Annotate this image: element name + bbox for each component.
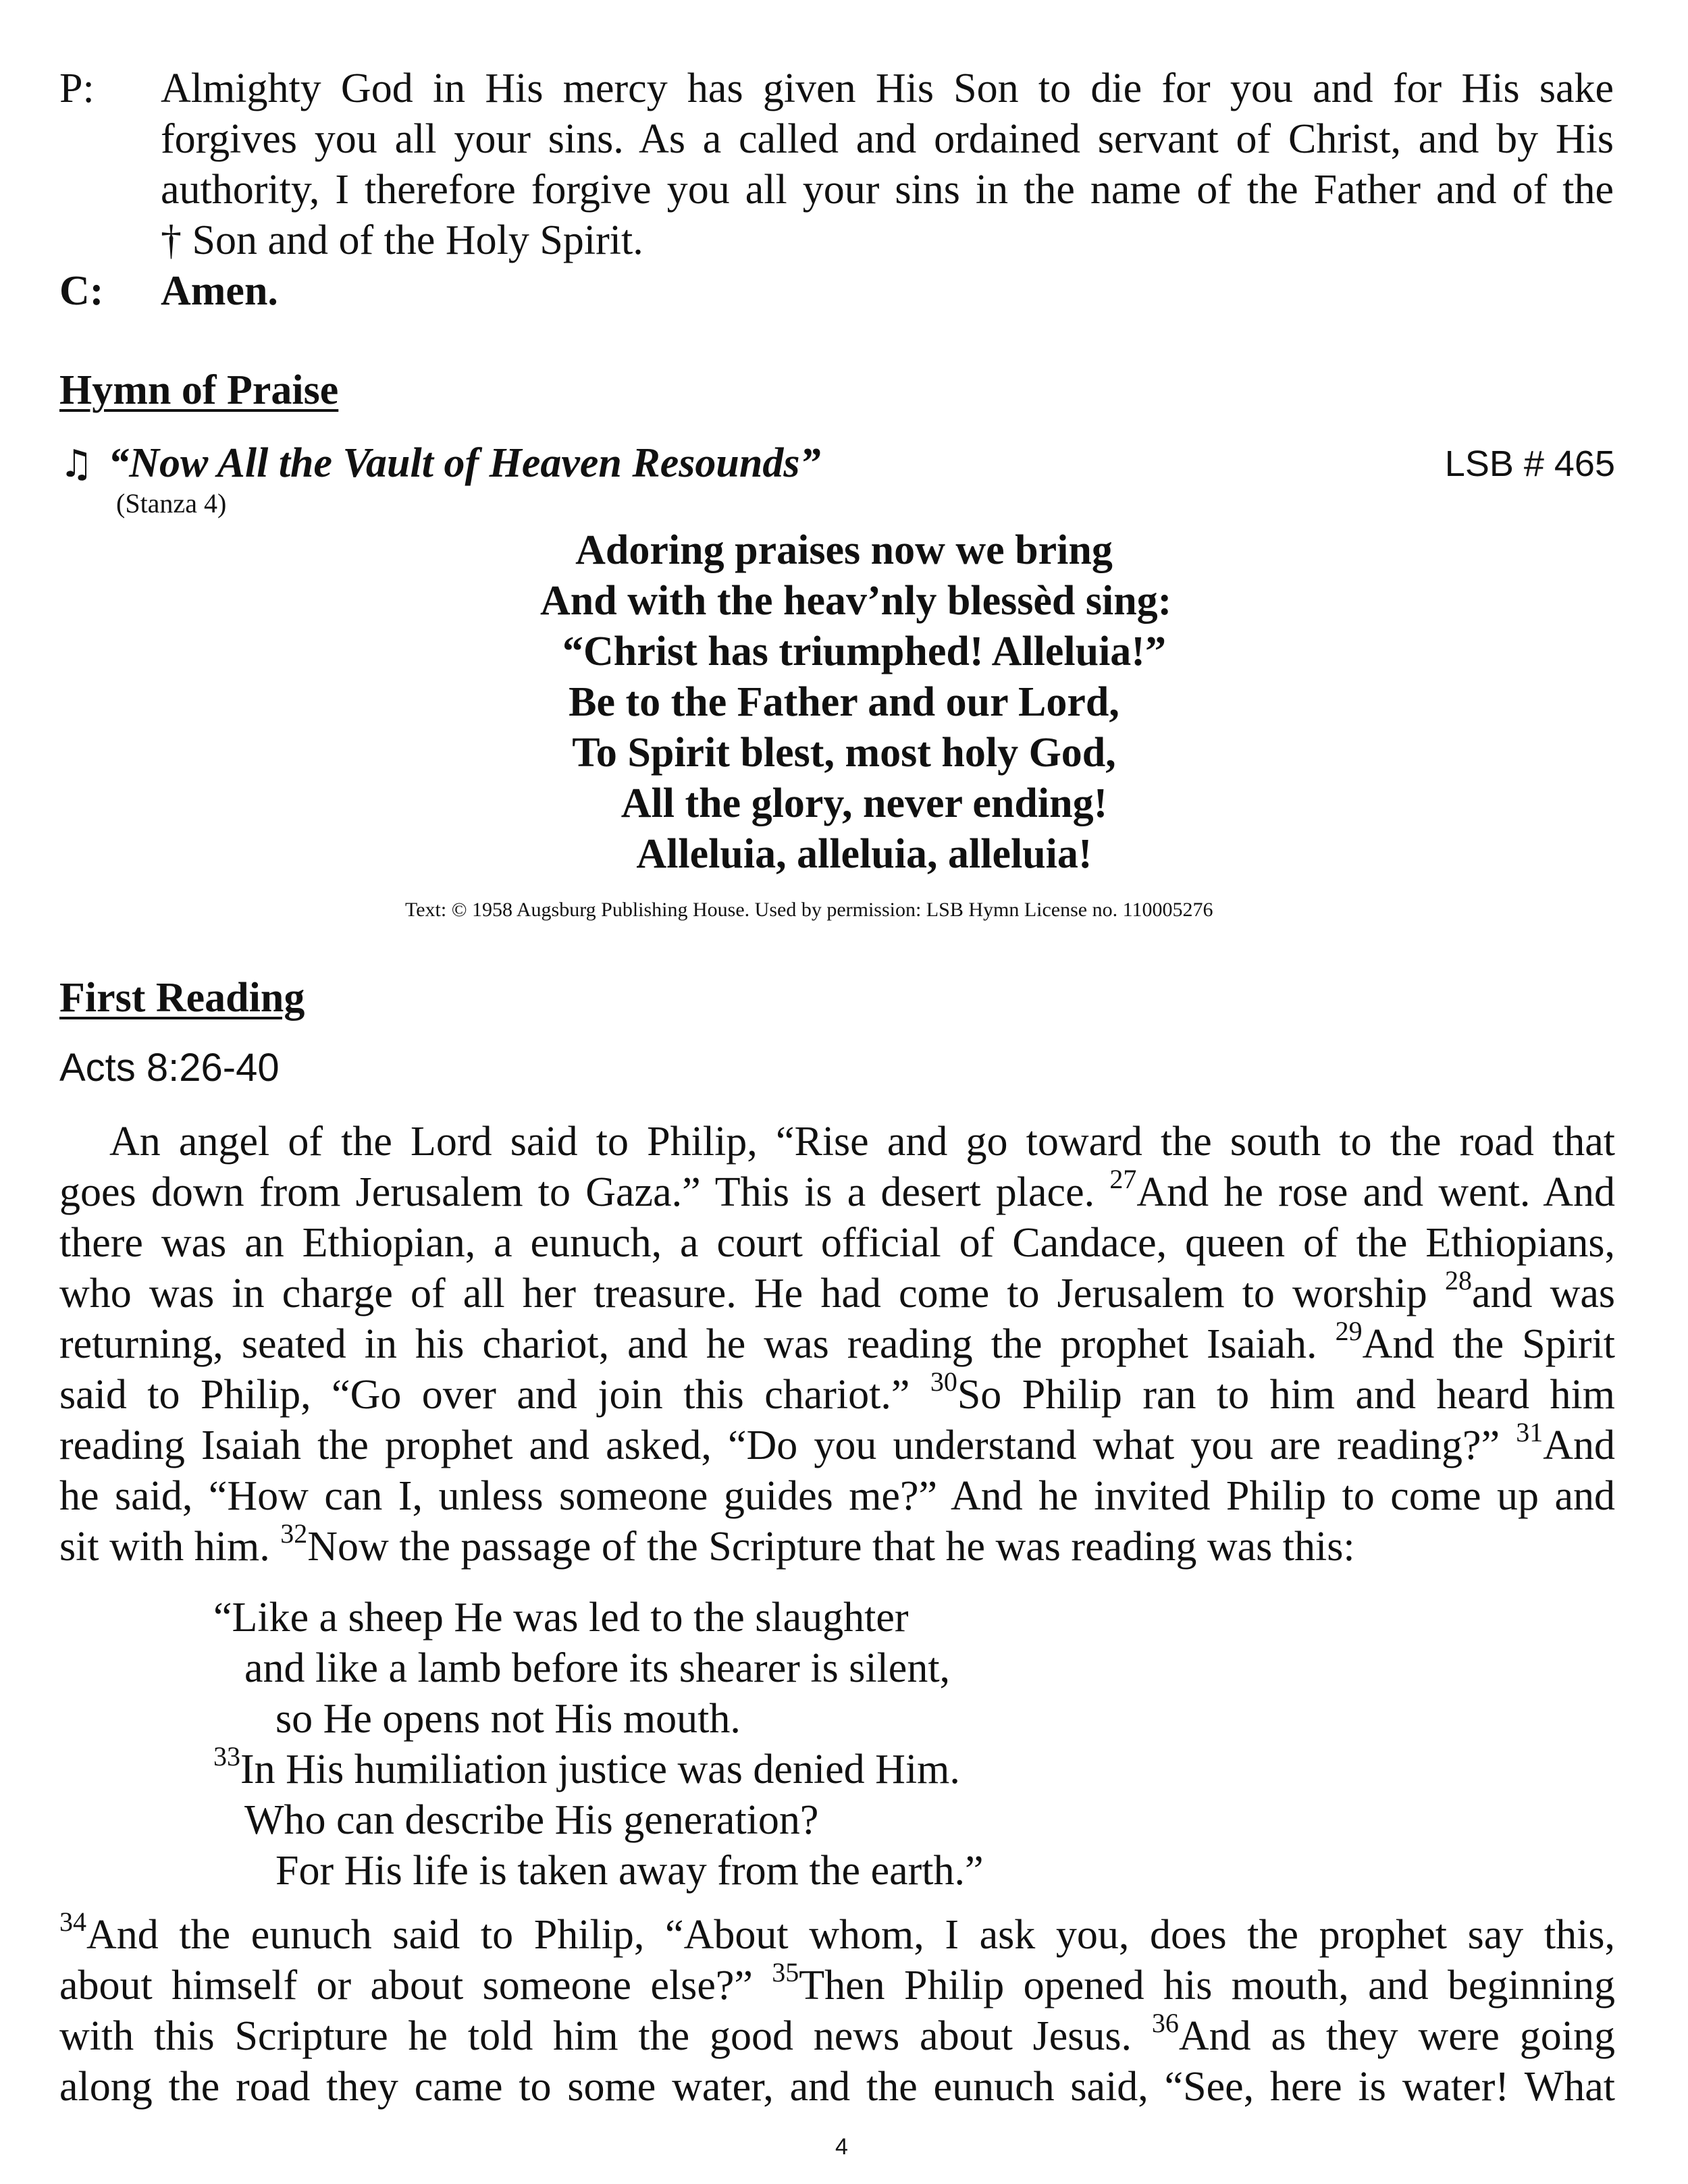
verse-number: 32 <box>280 1518 308 1549</box>
pastor-label: P: <box>59 65 95 111</box>
verse-number: 33 <box>213 1741 240 1772</box>
absolution-line: authority, I therefore forgive you all your sins in the name of the Father and of the <box>161 167 1614 213</box>
reading-line <box>59 1417 1615 1468</box>
absolution-line: † Son and of the Holy Spirit. <box>161 217 643 263</box>
verse-number: 34 <box>59 1907 86 1937</box>
reading-text: reading Isaiah the prophet and asked, “Do you understand what you are reading?” <box>59 1422 1516 1468</box>
verse-number: 27 <box>1109 1164 1137 1194</box>
reading-text: And <box>1543 1422 1615 1468</box>
reading-line <box>213 1597 909 1639</box>
section-heading-hymn: Hymn of Praise <box>59 367 339 413</box>
hymn-line: Adoring praises now we bring <box>575 527 1113 573</box>
reading-text: Now the passage of the Scripture that he was reading was this: <box>307 1524 1355 1570</box>
reading-text: along the road they came to some water, and the eunuch said, “See, here is water! What <box>59 2064 1615 2110</box>
congregation-response: Amen. <box>161 268 278 314</box>
reading-line <box>213 1741 960 1792</box>
reading-text: “Like a sheep He was led to the slaughter <box>213 1595 909 1641</box>
reading-line <box>59 1222 1615 1264</box>
reading-line <box>109 1121 1615 1163</box>
hymn-line: And with the heav’nly blessèd sing: <box>540 578 1172 624</box>
verse-number: 28 <box>1444 1265 1472 1296</box>
hymn-copyright: Text: © 1958 Augsburg Publishing House. Used by permission: LSB Hymn License no. 110005276 <box>405 899 1213 921</box>
verse-number: 36 <box>1151 2008 1179 2038</box>
reading-line <box>275 1850 984 1892</box>
reading-text: there was an Ethiopian, a eunuch, a court official of Candace, queen of the Ethiopians, <box>59 1220 1615 1266</box>
hymn-line: “Christ has triumphed! Alleluia!” <box>562 629 1166 674</box>
hymn-title-line <box>59 442 820 484</box>
reading-text: so He opens not His mouth. <box>275 1696 741 1742</box>
hymn-stanza: (Stanza 4) <box>116 488 227 518</box>
reading-line <box>275 1698 741 1740</box>
hymn-line: All the glory, never ending! <box>621 780 1108 826</box>
hymn-line: Be to the Father and our Lord, <box>569 679 1119 725</box>
reading-reference: Acts 8:26-40 <box>59 1046 280 1090</box>
reading-text: and was <box>1471 1271 1615 1316</box>
section-heading-reading: First Reading <box>59 975 305 1021</box>
reading-line <box>59 1518 1355 1570</box>
verse-number: 30 <box>930 1366 957 1397</box>
reading-text: returning, seated in his chariot, and he was reading the prophet Isaiah. <box>59 1321 1336 1367</box>
reading-text: said to Philip, “Go over and join this chariot.” <box>59 1372 930 1418</box>
hymn-line: Alleluia, alleluia, alleluia! <box>636 831 1092 877</box>
congregation-label: C: <box>59 268 104 314</box>
reading-line <box>59 2066 1615 2108</box>
reading-line <box>59 1957 1615 2008</box>
reading-text: For His life is taken away from the earth.” <box>275 1848 984 1894</box>
reading-line <box>59 1475 1615 1517</box>
hymn-title: “Now All the Vault of Heaven Resounds” <box>108 440 821 486</box>
reading-text: So Philip ran to him and heard him <box>957 1372 1615 1418</box>
verse-number: 29 <box>1335 1316 1363 1346</box>
page-number: 4 <box>835 2134 848 2160</box>
reading-text: and like a lamb before its shearer is silent, <box>244 1645 951 1691</box>
reading-text: And he rose and went. And <box>1136 1169 1616 1215</box>
verse-number: 31 <box>1516 1417 1544 1447</box>
reading-line <box>59 1316 1615 1367</box>
reading-text: And as they were going <box>1178 2013 1615 2059</box>
reading-text: goes down from Jerusalem to Gaza.” This is a desert place. <box>59 1169 1110 1215</box>
reading-text: And the Spirit <box>1362 1321 1615 1367</box>
reading-text: An angel of the Lord said to Philip, “Rise and go toward the south to the road that <box>109 1119 1615 1165</box>
reading-line <box>59 1265 1615 1316</box>
reading-text: about himself or about someone else?” <box>59 1963 772 2008</box>
music-note-icon: ♫ <box>59 442 94 486</box>
reading-text: he said, “How can I, unless someone guides me?” And he invited Philip to come up and <box>59 1473 1615 1519</box>
verse-number: 35 <box>772 1957 799 1988</box>
reading-line <box>244 1799 818 1841</box>
reading-line <box>59 1164 1616 1215</box>
hymn-line: To Spirit blest, most holy God, <box>572 730 1116 776</box>
reading-line <box>59 1366 1615 1418</box>
reading-text: sit with him. <box>59 1524 281 1570</box>
reading-text: who was in charge of all her treasure. He had come to Jerusalem to worship <box>59 1271 1445 1316</box>
absolution-line: forgives you all your sins. As a called and ordained servant of Christ, and by His <box>161 116 1614 162</box>
reading-text: In His humiliation justice was denied Him. <box>240 1747 960 1792</box>
reading-text: with this Scripture he told him the good news about Jesus. <box>59 2013 1152 2059</box>
reading-text: And the eunuch said to Philip, “About whom, I ask you, does the prophet say this, <box>86 1912 1615 1958</box>
reading-text: Who can describe His generation? <box>244 1797 819 1843</box>
reading-line <box>244 1647 950 1689</box>
hymn-number: LSB # 465 <box>1444 444 1615 484</box>
reading-line <box>59 2008 1615 2059</box>
absolution-line: Almighty God in His mercy has given His Son to die for you and for His sake <box>161 65 1614 111</box>
reading-text: Then Philip opened his mouth, and beginning <box>799 1963 1615 2008</box>
reading-line <box>59 1907 1615 1958</box>
